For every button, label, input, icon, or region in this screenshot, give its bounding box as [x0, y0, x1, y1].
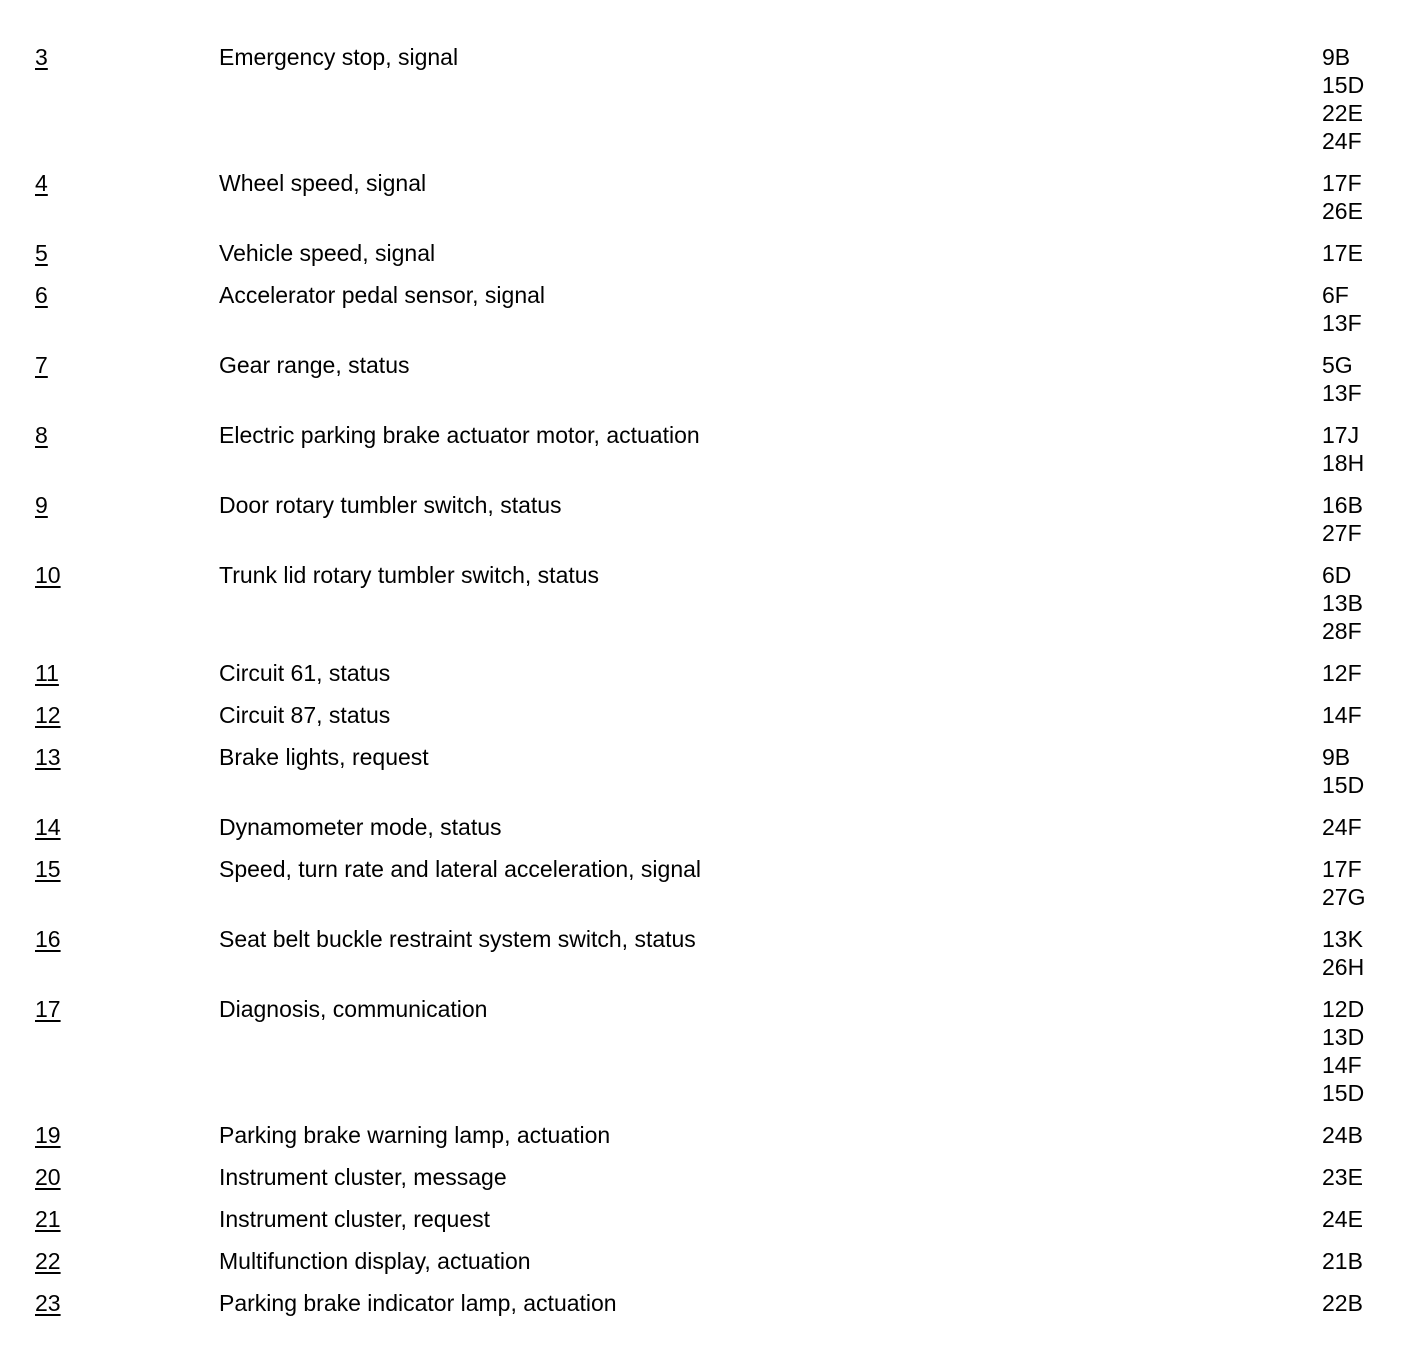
legend-description: Parking brake warning lamp, actuation — [219, 1122, 611, 1148]
grid-reference: 23E — [1322, 1164, 1363, 1190]
grid-reference: 17J — [1322, 422, 1360, 448]
legend-number-cell — [0, 169, 219, 197]
legend-description: Gear range, status — [219, 352, 410, 378]
legend-row — [0, 1247, 1408, 1275]
legend-description: Instrument cluster, message — [219, 1164, 507, 1190]
legend-description: Vehicle speed, signal — [219, 240, 436, 266]
legend-description: Brake lights, request — [219, 744, 429, 770]
legend-row — [0, 855, 1408, 911]
legend-grid-references — [1322, 701, 1408, 729]
grid-reference: 14F — [1322, 1052, 1362, 1078]
legend-description: Instrument cluster, request — [219, 1206, 491, 1232]
legend-number-link[interactable]: 12 — [35, 702, 61, 728]
legend-description: Circuit 87, status — [219, 702, 391, 728]
legend-number-link[interactable]: 7 — [35, 352, 48, 378]
legend-grid-references — [1322, 855, 1408, 911]
legend-row — [0, 561, 1408, 645]
legend-description: Diagnosis, communication — [219, 996, 488, 1022]
legend-number-cell — [0, 659, 219, 687]
legend-description: Electric parking brake actuator motor, actuation — [219, 422, 700, 448]
legend-number-cell — [0, 925, 219, 953]
legend-description: Parking brake indicator lamp, actuation — [219, 1290, 617, 1316]
legend-number-cell — [0, 351, 219, 379]
legend-number-link[interactable]: 3 — [35, 44, 48, 70]
legend-grid-references — [1322, 1205, 1408, 1233]
legend-row — [0, 1289, 1408, 1317]
grid-reference: 17E — [1322, 240, 1363, 266]
legend-grid-references — [1322, 421, 1408, 477]
grid-reference: 26E — [1322, 198, 1363, 224]
legend-row — [0, 995, 1408, 1107]
legend-number-cell — [0, 995, 219, 1023]
legend-row — [0, 925, 1408, 981]
legend-number-cell — [0, 421, 219, 449]
grid-reference: 9B — [1322, 44, 1351, 70]
legend-grid-references — [1322, 925, 1408, 981]
grid-reference: 5G — [1322, 352, 1353, 378]
grid-reference: 17F — [1322, 170, 1362, 196]
legend-row — [0, 1205, 1408, 1233]
legend-number-link[interactable]: 4 — [35, 170, 48, 196]
legend-row — [0, 701, 1408, 729]
legend-number-link[interactable]: 13 — [35, 744, 61, 770]
grid-reference: 18H — [1322, 450, 1365, 476]
legend-number-cell — [0, 1205, 219, 1233]
grid-reference: 13K — [1322, 926, 1363, 952]
legend-number-cell — [0, 813, 219, 841]
signal-legend-table — [0, 43, 1408, 1331]
legend-grid-references — [1322, 1121, 1408, 1149]
grid-reference: 13F — [1322, 380, 1362, 406]
grid-reference: 15D — [1322, 772, 1365, 798]
legend-description: Speed, turn rate and lateral acceleration, signal — [219, 856, 702, 882]
legend-number-cell — [0, 561, 219, 589]
legend-number-cell — [0, 239, 219, 267]
legend-row — [0, 659, 1408, 687]
legend-description: Door rotary tumbler switch, status — [219, 492, 562, 518]
legend-grid-references — [1322, 659, 1408, 687]
legend-grid-references — [1322, 169, 1408, 225]
legend-row — [0, 239, 1408, 267]
grid-reference: 12D — [1322, 996, 1365, 1022]
legend-row — [0, 169, 1408, 225]
legend-grid-references — [1322, 351, 1408, 407]
legend-row — [0, 351, 1408, 407]
legend-row — [0, 491, 1408, 547]
legend-number-link[interactable]: 17 — [35, 996, 61, 1022]
grid-reference: 14F — [1322, 702, 1362, 728]
legend-grid-references — [1322, 995, 1408, 1107]
grid-reference: 22B — [1322, 1290, 1363, 1316]
grid-reference: 12F — [1322, 660, 1362, 686]
legend-grid-references — [1322, 1163, 1408, 1191]
legend-description: Circuit 61, status — [219, 660, 391, 686]
grid-reference: 27G — [1322, 884, 1366, 910]
legend-number-link[interactable]: 19 — [35, 1122, 61, 1148]
legend-number-link[interactable]: 6 — [35, 282, 48, 308]
legend-number-cell — [0, 1247, 219, 1275]
legend-number-link[interactable]: 21 — [35, 1206, 61, 1232]
legend-number-cell — [0, 855, 219, 883]
legend-grid-references — [1322, 1247, 1408, 1275]
legend-number-link[interactable]: 22 — [35, 1248, 61, 1274]
legend-row — [0, 743, 1408, 799]
legend-grid-references — [1322, 1289, 1408, 1317]
legend-number-cell — [0, 43, 219, 71]
legend-row — [0, 1121, 1408, 1149]
legend-number-cell — [0, 1289, 219, 1317]
legend-number-link[interactable]: 10 — [35, 562, 61, 588]
legend-grid-references — [1322, 491, 1408, 547]
grid-reference: 13B — [1322, 590, 1363, 616]
legend-description: Multifunction display, actuation — [219, 1248, 531, 1274]
grid-reference: 13D — [1322, 1024, 1365, 1050]
legend-row — [0, 43, 1408, 155]
grid-reference: 13F — [1322, 310, 1362, 336]
legend-number-link[interactable]: 11 — [35, 660, 59, 686]
legend-description: Trunk lid rotary tumbler switch, status — [219, 562, 600, 588]
legend-description: Wheel speed, signal — [219, 170, 427, 196]
legend-grid-references — [1322, 743, 1408, 799]
legend-number-link[interactable]: 20 — [35, 1164, 61, 1190]
legend-number-link[interactable]: 8 — [35, 422, 48, 448]
grid-reference: 15D — [1322, 1080, 1365, 1106]
legend-grid-references — [1322, 281, 1408, 337]
legend-grid-references — [1322, 43, 1408, 155]
legend-number-link[interactable]: 5 — [35, 240, 48, 266]
legend-row — [0, 281, 1408, 337]
legend-description: Emergency stop, signal — [219, 44, 459, 70]
grid-reference: 21B — [1322, 1248, 1363, 1274]
legend-grid-references — [1322, 561, 1408, 645]
grid-reference: 24F — [1322, 128, 1362, 154]
legend-number-link[interactable]: 16 — [35, 926, 61, 952]
grid-reference: 6D — [1322, 562, 1352, 588]
legend-number-link[interactable]: 15 — [35, 856, 61, 882]
grid-reference: 17F — [1322, 856, 1362, 882]
legend-number-cell — [0, 701, 219, 729]
legend-number-cell — [0, 491, 219, 519]
grid-reference: 24F — [1322, 814, 1362, 840]
legend-row — [0, 421, 1408, 477]
legend-description: Accelerator pedal sensor, signal — [219, 282, 546, 308]
grid-reference: 6F — [1322, 282, 1349, 308]
grid-reference: 26H — [1322, 954, 1365, 980]
grid-reference: 22E — [1322, 100, 1363, 126]
legend-number-link[interactable]: 9 — [35, 492, 48, 518]
grid-reference: 28F — [1322, 618, 1362, 644]
grid-reference: 9B — [1322, 744, 1351, 770]
legend-number-cell — [0, 1163, 219, 1191]
legend-number-link[interactable]: 23 — [35, 1290, 61, 1316]
grid-reference: 27F — [1322, 520, 1362, 546]
legend-number-cell — [0, 743, 219, 771]
legend-row — [0, 1163, 1408, 1191]
grid-reference: 24B — [1322, 1122, 1363, 1148]
grid-reference: 16B — [1322, 492, 1363, 518]
grid-reference: 24E — [1322, 1206, 1363, 1232]
legend-description: Dynamometer mode, status — [219, 814, 502, 840]
legend-grid-references — [1322, 813, 1408, 841]
legend-grid-references — [1322, 239, 1408, 267]
legend-description: Seat belt buckle restraint system switch, status — [219, 926, 696, 952]
legend-number-cell — [0, 1121, 219, 1149]
legend-number-link[interactable]: 14 — [35, 814, 61, 840]
legend-row — [0, 813, 1408, 841]
grid-reference: 15D — [1322, 72, 1365, 98]
legend-number-cell — [0, 281, 219, 309]
